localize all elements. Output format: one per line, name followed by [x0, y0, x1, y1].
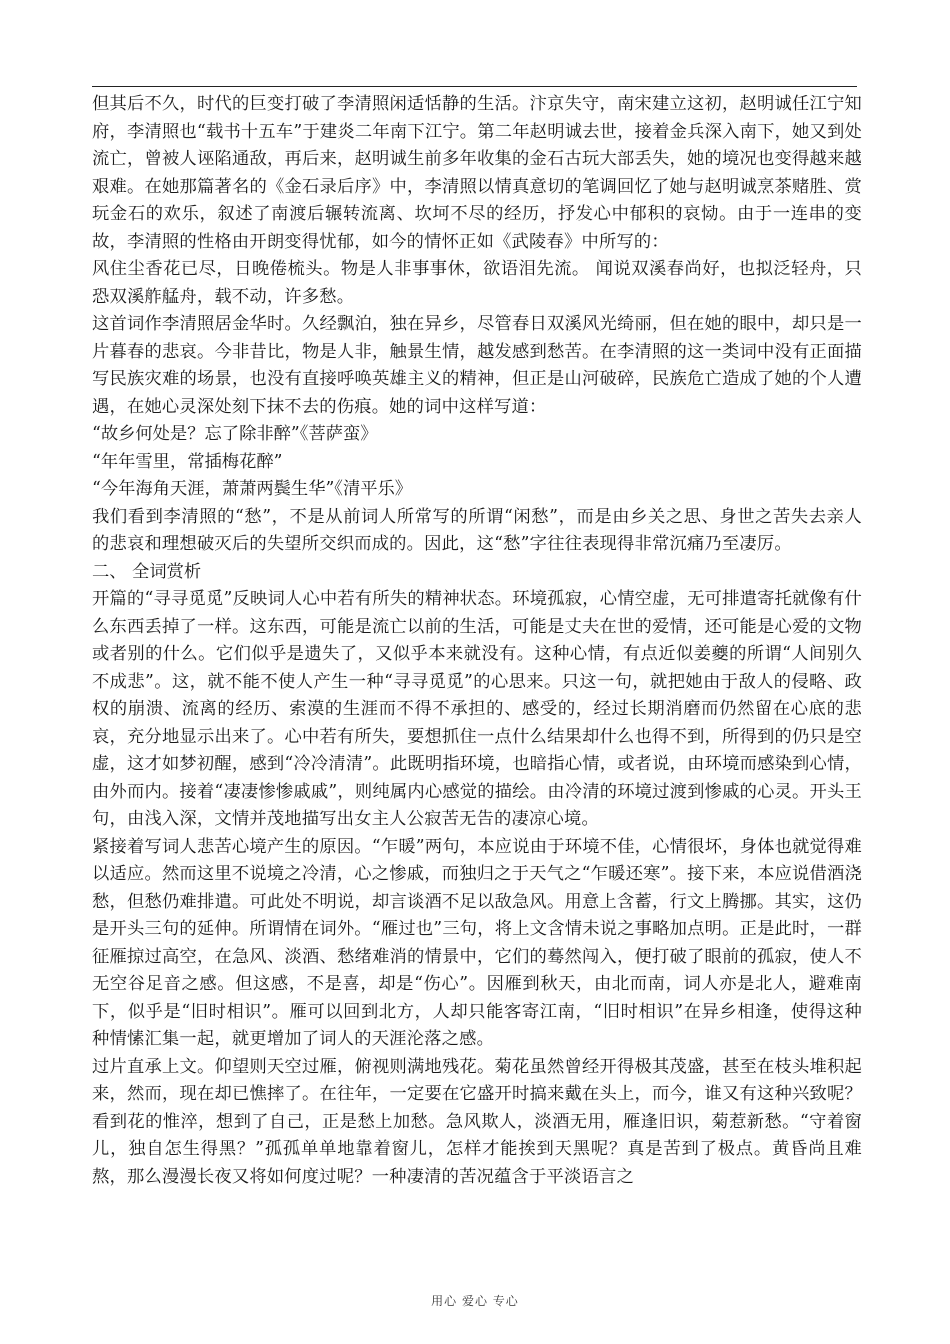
header-rule — [92, 86, 857, 87]
section-heading: 二、 全词赏析 — [92, 561, 202, 582]
paragraph-second-stanza-analysis: 过片直承上文。仰望则天空过雁，俯视则满地残花。菊花虽然曾经开得极其茂盛，甚至在枝头堆积起来，然而，现在却已憔摔了。在往年，一定要在它盛开时搞来戴在头上，而今，谁又有这种兴致呢？看到花的惟淬，想到了自己，正是愁上加愁。急风欺人，淡酒无用，雁逢旧识，菊惹新愁。“守着窗儿，独自怎生得黑？”孤孤单单地靠着窗儿，怎样才能挨到天黑呢？真是苦到了极点。黄昏尚且难熬，那么漫漫长夜又将如何度过呢？一种凄清的苦况蕴含于平淡语言之 — [92, 1056, 862, 1187]
page-footer: 用心 爱心 专心 — [431, 1294, 519, 1308]
quote-pusaman: “故乡何处是？忘了除非醉”《菩萨蛮》 — [92, 424, 378, 444]
document-body — [92, 91, 862, 1191]
paragraph-poem-commentary: 这首词作李清照居金华时。久经飘泊，独在异乡，尽管春日双溪风光绮丽，但在她的眼中，却只是一片暮春的悲哀。今非昔比，物是人非，触景生情，越发感到愁苦。在李清照的这一类词中没有正面描写民族灾难的场景，也没有直接呼唤英雄主义的精神，但正是山河破碎，民族危亡造成了她的个人遭遇，在她心灵深处刻下抹不去的伤痕。她的词中这样写道： — [92, 314, 862, 417]
poem-wulingchun: 风住尘香花已尽，日晚倦梳头。物是人非事事休，欲语泪先流。 闻说双溪春尚好，也拟泛轻舟，只恐双溪舴艋舟，载不动，许多愁。 — [92, 259, 862, 307]
paragraph-opening-analysis: 开篇的“寻寻觅觅”反映词人心中若有所失的精神状态。环境孤寂，心情空虚，无可排遣寄托就像有什么东西丢掉了一样。这东西，可能是流亡以前的生活，可能是丈夫在世的爱情，还可能是心爱的文物或者别的什么。它们似乎是遗失了，又似乎本来就没有。这种心情，有点近似姜夔的所谓“人间别久不成悲”。这，就不能不使人产生一种“寻寻觅觅”的心思来。只这一句，就把她由于敌人的侵略、政权的崩溃、流离的经历、索漠的生涯而不得不承担的、感受的，经过长期消磨而仍然留在心底的悲哀，充分地显示出来了。心中若有所失，要想抓住一点什么结果却什么也得不到，所得到的仍只是空虚，这才如梦初醒，感到“冷冷清清”。此既明指环境，也暗指心情，或者说，由环境而感染到心情，由外而内。接着“凄凄惨惨戚戚”，则纯属内心感觉的描绘。由冷清的环境过渡到惨戚的心灵。开头王句，由浅入深，文情并茂地描写出女主人公寂苦无告的凄凉心境。 — [92, 589, 862, 829]
quote-plum: “年年雪里，常插梅花醉” — [92, 451, 283, 472]
paragraph-cause-analysis: 紧接着写词人悲苦心境产生的原因。“乍暖”两句，本应说由于环境不佳，心情很坏，身体也就觉得难以适应。然而这里不说境之冷清，心之惨戚，而独归之于天气之“乍暖还寒”。接下来，本应说借酒浇愁，但愁仍难排遣。可此处不明说，却言谈酒不足以敌急风。用意上含蓄，行文上腾挪。其实，这仍是开头三句的延伸。所谓情在词外。“雁过也”三句，将上文含情未说之事略加点明。正是此时，一群征雁掠过高空，在急风、淡酒、愁绪难消的情景中，它们的蓦然闯入，便打破了眼前的孤寂，使人不无空谷足音之感。但这感，不是喜，却是“伤心”。因雁到秋天，由北而南，词人亦是北人，避难南下，似乎是“旧时相识”。雁可以回到北方，人却只能客寄江南，“旧时相识”在异乡相逢，使得这种种情愫汇集一起，就更增加了词人的天涯沦落之感。 — [92, 836, 862, 1049]
quote-qingpingyue: “今年海角天涯，萧萧两鬓生华”《清平乐》 — [92, 479, 413, 499]
paragraph-historical-context: 但其后不久，时代的巨变打破了李清照闲适恬静的生活。汴京失守，南宋建立这初，赵明诚任江宁知府，李清照也“载书十五车”于建炎二年南下江宁。第二年赵明诚去世，接着金兵深入南下，她又到处流亡，曾被人诬陷通敌，再后来，赵明诚生前多年收集的金石古玩大部丢失，她的境况也变得越来越艰难。在她那篇著名的《金石录后序》中，李清照以情真意切的笔调回忆了她与赵明诚烹茶赌胜、赏玩金石的欢乐，叙述了南渡后辗转流离、坎坷不尽的经历，抒发心中郁积的哀恸。由于一连串的变故，李清照的性格由开朗变得忧郁，如今的情怀正如《武陵春》中所写的： — [92, 94, 862, 252]
paragraph-sorrow-analysis: 我们看到李清照的“愁”，不是从前词人所常写的所谓“闲愁”，而是由乡关之思、身世之苦失去亲人的悲哀和理想破灭后的失望所交织而成的。因此，这“愁”字往往表现得非常沉痛乃至凄厉。 — [92, 506, 862, 554]
